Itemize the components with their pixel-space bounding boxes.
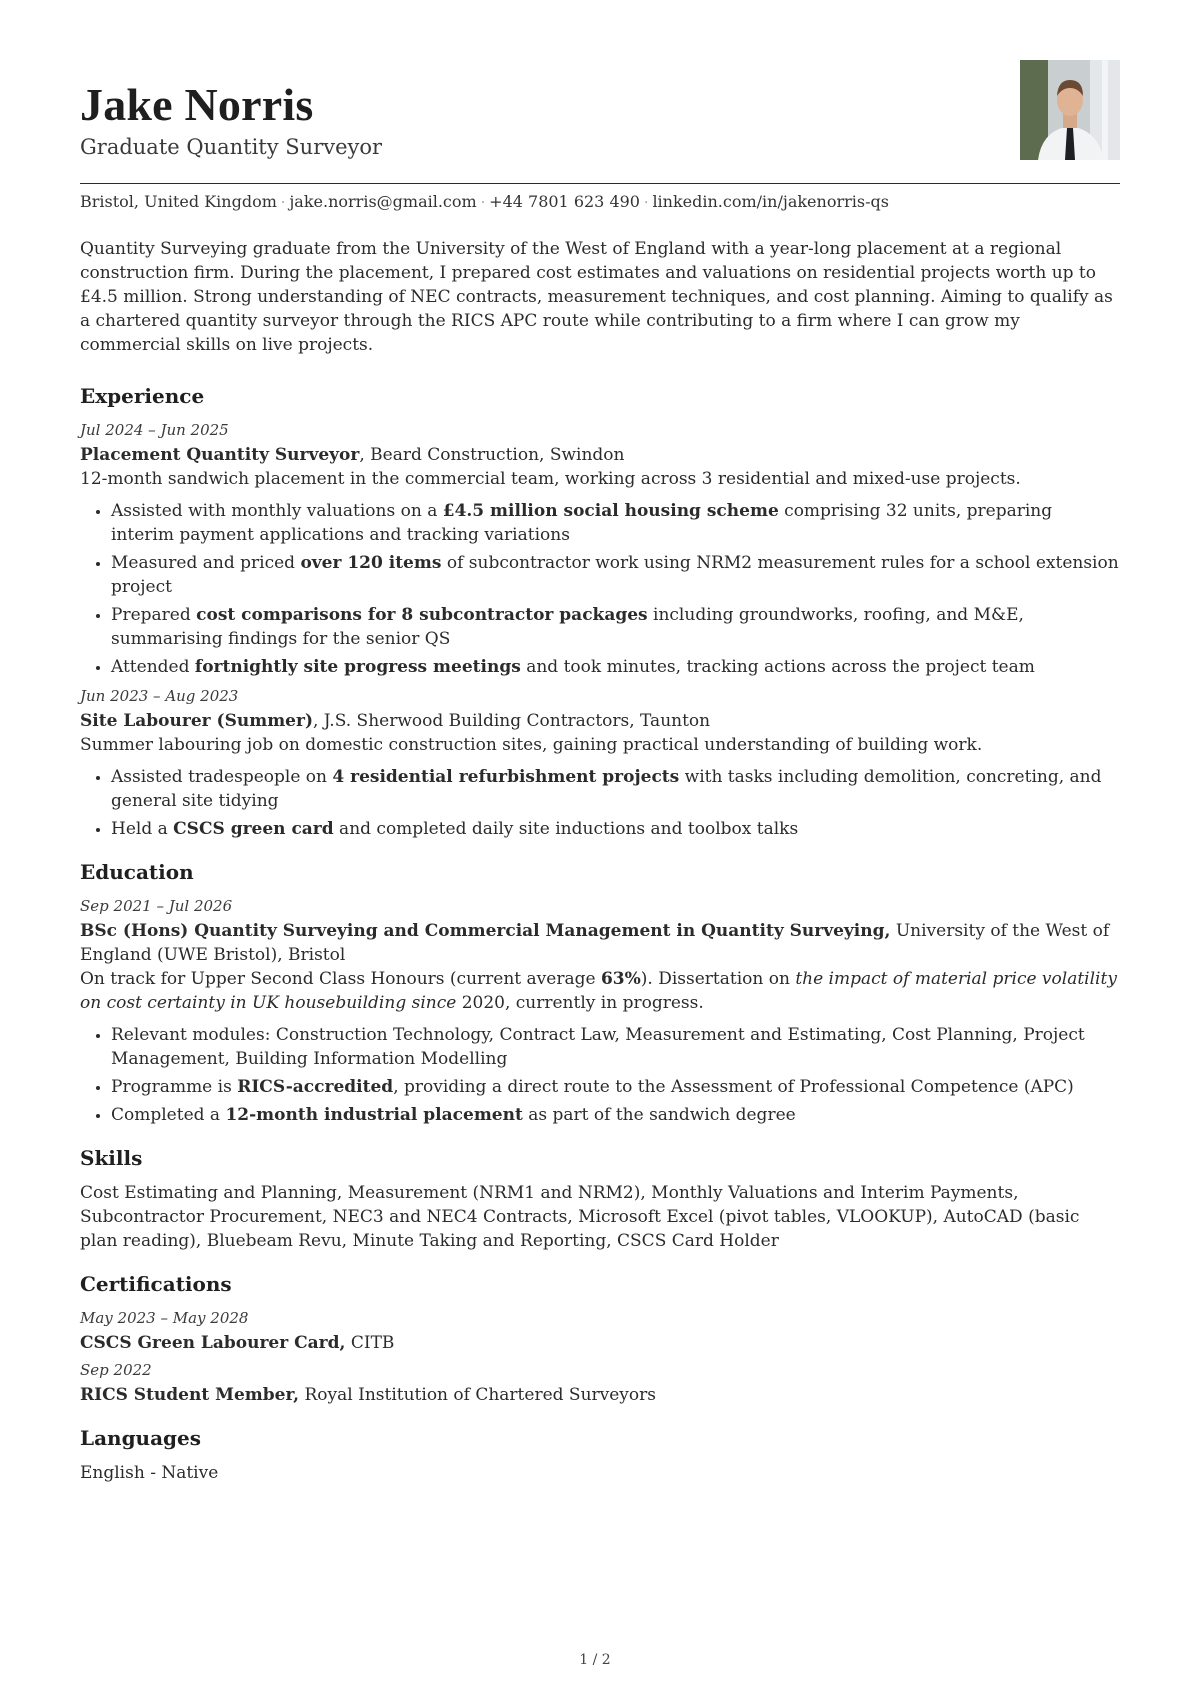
job-description: Summer labouring job on domestic construction sites, gaining practical understanding of building work.: [80, 735, 983, 755]
candidate-name: Jake Norris: [80, 79, 314, 130]
job-bullet: [111, 817, 1120, 841]
experience-heading: Experience: [80, 384, 205, 408]
education-degree: BSc (Hons) Quantity Surveying and Commercial Management in Quantity Surveying,: [80, 921, 891, 941]
bullet-text: Prepared: [111, 605, 197, 625]
education-section: [80, 857, 1120, 1127]
header-divider: [80, 183, 1120, 184]
bullet-text: including groundworks, roofing, and M&E, summarising findings for the senior QS: [111, 605, 1024, 649]
bullet-highlight: cost comparisons for 8 subcontractor packages: [196, 605, 648, 625]
contact-separator: ·: [280, 195, 286, 211]
job-org: , Beard Construction, Swindon: [359, 445, 625, 465]
certification-dates: Sep 2022: [80, 1361, 152, 1379]
contact-separator: ·: [643, 195, 649, 211]
bullet-text: , providing a direct route to the Assessment of Professional Competence (APC): [393, 1077, 1074, 1097]
page-number: 1 / 2: [579, 1652, 611, 1668]
job-dates: Jun 2023 – Aug 2023: [80, 687, 239, 705]
bullet-text: Relevant modules: Construction Technology, Contract Law, Measurement and Estimating, Cost Planning, Project Management, Building Information Modelling: [111, 1025, 1085, 1069]
bullet-text: and took minutes, tracking actions across the project team: [520, 657, 1035, 677]
education-bullet: [111, 1023, 1120, 1071]
certification-issuer: CITB: [345, 1333, 395, 1353]
bullet-text: Attended: [111, 657, 195, 677]
skills-section: [80, 1143, 1120, 1253]
job-bullet: [111, 603, 1120, 651]
bullet-text: with tasks including demolition, concreting, and general site tidying: [111, 767, 1102, 811]
resume-page: [80, 60, 1120, 1483]
education-heading: Education: [80, 860, 194, 884]
contact-separator: ·: [480, 195, 486, 211]
languages-section: [80, 1423, 1120, 1485]
contact-line: [80, 192, 889, 211]
languages-list: English - Native: [80, 1463, 219, 1483]
bullet-text: as part of the sandwich degree: [522, 1105, 796, 1125]
education-bullet: [111, 1103, 1120, 1127]
contact-location: Bristol, United Kingdom: [80, 192, 277, 211]
education-bullets: [80, 1023, 1120, 1127]
bullet-highlight: 12-month industrial placement: [225, 1105, 523, 1125]
education-text: On track for Upper Second Class Honours (current average: [80, 969, 601, 989]
bullet-highlight: CSCS green card: [173, 819, 334, 839]
job-bullets: [80, 765, 1120, 841]
profile-summary: Quantity Surveying graduate from the University of the West of England with a year-long placement at a regional construction firm. During the placement, I prepared cost estimates and valuations on residential projects worth up to £4.5 million. Strong understanding of NEC contracts, measurement techniques, and cost planning. Aiming to qualify as a chartered quantity surveyor through the RICS APC route while contributing to a firm where I can grow my commercial skills on live projects.: [80, 239, 1113, 355]
job-title-line: [80, 709, 1120, 733]
bullet-text: Assisted with monthly valuations on a: [111, 501, 443, 521]
job-bullet: [111, 551, 1120, 599]
bullet-text: and completed daily site inductions and toolbox talks: [333, 819, 799, 839]
education-institution: University of the West of England (UWE Bristol), Bristol: [80, 921, 1110, 965]
job-title-line: [80, 443, 1120, 467]
certification-name: CSCS Green Labourer Card,: [80, 1333, 346, 1353]
education-text: 2020, currently in progress.: [456, 993, 704, 1013]
job-description: 12-month sandwich placement in the commercial team, working across 3 residential and mixed-use projects.: [80, 469, 1021, 489]
resume-body: [80, 237, 1120, 1501]
bullet-text: Measured and priced: [111, 553, 301, 573]
languages-heading: Languages: [80, 1426, 202, 1450]
contact-email[interactable]: jake.norris@gmail.com: [289, 192, 477, 211]
bullet-text: Programme is: [111, 1077, 238, 1097]
job-entry: [80, 685, 1120, 841]
bullet-highlight: £4.5 million social housing scheme: [442, 501, 779, 521]
bullet-highlight: RICS-accredited: [237, 1077, 394, 1097]
certification-entry: [80, 1359, 1120, 1407]
job-bullet: [111, 655, 1120, 679]
bullet-text: Completed a: [111, 1105, 226, 1125]
profile-photo-image: [1020, 60, 1120, 160]
certification-dates: May 2023 – May 2028: [80, 1309, 249, 1327]
job-bullets: [80, 499, 1120, 679]
education-description: [80, 967, 1120, 1015]
certifications-heading: Certifications: [80, 1272, 232, 1296]
certifications-section: [80, 1269, 1120, 1407]
education-degree-line: [80, 919, 1120, 967]
job-role: Placement Quantity Surveyor: [80, 445, 360, 465]
job-org: , J.S. Sherwood Building Contractors, Taunton: [313, 711, 711, 731]
education-text: ). Dissertation on: [640, 969, 796, 989]
bullet-highlight: fortnightly site progress meetings: [194, 657, 521, 677]
job-bullet: [111, 499, 1120, 547]
skills-list: Cost Estimating and Planning, Measurement (NRM1 and NRM2), Monthly Valuations and Interim Payments, Subcontractor Procurement, NEC3 and NEC4 Contracts, Microsoft Excel (pivot tables, VLOOKUP), AutoCAD (basic plan reading), Bluebeam Revu, Minute Taking and Reporting, CSCS Card Holder: [80, 1183, 1080, 1251]
bullet-text: comprising 32 units, preparing interim payment applications and tracking variations: [111, 501, 1053, 545]
bullet-text: of subcontractor work using NRM2 measurement rules for a school extension project: [111, 553, 1119, 597]
skills-heading: Skills: [80, 1146, 143, 1170]
resume-header: [80, 60, 1120, 211]
bullet-highlight: 4 residential refurbishment projects: [332, 767, 680, 787]
education-dates: Sep 2021 – Jul 2026: [80, 897, 233, 915]
certification-issuer: Royal Institution of Chartered Surveyors: [299, 1385, 656, 1405]
bullet-highlight: over 120 items: [300, 553, 442, 573]
job-bullet: [111, 765, 1120, 813]
profile-photo: [1020, 60, 1120, 160]
certification-entry: [80, 1307, 1120, 1355]
candidate-title: Graduate Quantity Surveyor: [80, 135, 383, 159]
job-role: Site Labourer (Summer): [80, 711, 313, 731]
bullet-text: Assisted tradespeople on: [111, 767, 333, 787]
bullet-text: Held a: [111, 819, 174, 839]
job-dates: Jul 2024 – Jun 2025: [80, 421, 229, 439]
certification-line: [80, 1383, 1120, 1407]
contact-phone[interactable]: +44 7801 623 490: [489, 192, 640, 211]
education-bullet: [111, 1075, 1120, 1099]
certification-line: [80, 1331, 1120, 1355]
job-entry: [80, 419, 1120, 679]
certification-name: RICS Student Member,: [80, 1385, 300, 1405]
education-grade: 63%: [600, 969, 641, 989]
contact-linkedin[interactable]: linkedin.com/in/jakenorris-qs: [652, 192, 889, 211]
dissertation-title: the impact of material price volatility on cost certainty in UK housebuilding since: [80, 969, 1117, 1013]
experience-section: [80, 381, 1120, 841]
